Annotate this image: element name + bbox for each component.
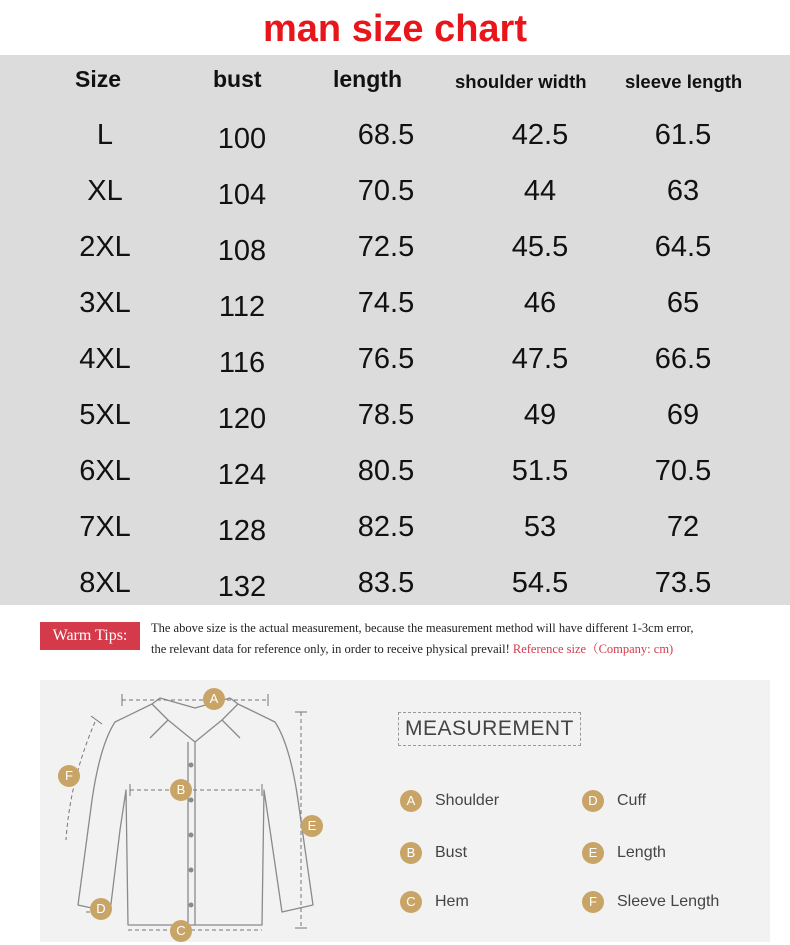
- marker-e: E: [301, 815, 323, 837]
- cell-bust: 116: [218, 347, 266, 379]
- cell-shoulder-width: 47.5: [511, 343, 569, 375]
- legend-d-marker: D: [582, 790, 604, 812]
- col-header-shoulder-width: shoulder width: [455, 71, 587, 92]
- cell-size: 6XL: [79, 455, 131, 487]
- cell-shoulder-width: 49: [523, 399, 557, 431]
- col-header-size: Size: [75, 66, 122, 92]
- warm-tips-badge: Warm Tips:: [40, 622, 140, 650]
- cell-bust: 112: [218, 291, 266, 323]
- cell-bust: 104: [217, 179, 267, 211]
- legend-hem: Hem: [435, 893, 469, 910]
- cell-shoulder-width: 51.5: [511, 455, 569, 487]
- cell-length: 70.5: [357, 175, 415, 207]
- cell-length: 72.5: [357, 231, 415, 263]
- cell-size: 4XL: [79, 343, 131, 375]
- cell-length: 68.5: [357, 119, 415, 151]
- legend-bust: Bust: [435, 844, 468, 861]
- cell-sleeve-length: 64.5: [654, 231, 712, 263]
- marker-a: A: [203, 688, 225, 710]
- cell-length: 82.5: [357, 511, 415, 543]
- legend-e-marker: E: [582, 842, 604, 864]
- cell-sleeve-length: 65: [666, 287, 700, 319]
- cell-length: 80.5: [357, 455, 415, 487]
- cell-bust: 120: [217, 403, 267, 435]
- marker-b: B: [170, 779, 192, 801]
- legend-a-marker: A: [400, 790, 422, 812]
- cell-shoulder-width: 46: [523, 287, 557, 319]
- cell-sleeve-length: 61.5: [654, 119, 712, 151]
- cell-size: 7XL: [79, 511, 131, 543]
- cell-length: 83.5: [357, 567, 415, 599]
- cell-size: XL: [87, 175, 123, 207]
- tips-reference-size: Reference size（Company: cm): [512, 642, 674, 656]
- legend-length: Length: [617, 844, 666, 861]
- tips-line-2-text: the relevant data for reference only, in order to receive physical prevail!: [151, 642, 510, 656]
- col-header-sleeve-length: sleeve length: [625, 71, 743, 92]
- cell-shoulder-width: 42.5: [511, 119, 569, 151]
- cell-size: 3XL: [79, 287, 131, 319]
- cell-bust: 100: [217, 123, 267, 155]
- legend-f-marker: F: [582, 891, 604, 913]
- cell-size: 8XL: [79, 567, 131, 599]
- cell-sleeve-length: 73.5: [654, 567, 712, 599]
- legend-shoulder: Shoulder: [435, 792, 500, 809]
- cell-size: 2XL: [79, 231, 131, 263]
- cell-sleeve-length: 69: [666, 399, 700, 431]
- marker-f: F: [58, 765, 80, 787]
- tips-line-1: The above size is the actual measurement, because the measurement method will have different 1-3cm error,: [151, 621, 694, 635]
- cell-shoulder-width: 45.5: [511, 231, 569, 263]
- cell-bust: 108: [217, 235, 267, 267]
- cell-bust: 128: [217, 515, 267, 547]
- legend-c-marker: C: [400, 891, 422, 913]
- cell-size: L: [96, 119, 114, 151]
- cell-length: 78.5: [357, 399, 415, 431]
- measurement-title: MEASUREMENT: [398, 712, 581, 746]
- cell-sleeve-length: 66.5: [654, 343, 712, 375]
- col-header-length: length: [333, 66, 402, 92]
- cell-length: 74.5: [357, 287, 415, 319]
- cell-sleeve-length: 63: [666, 175, 700, 207]
- legend-b-marker: B: [400, 842, 422, 864]
- cell-shoulder-width: 53: [523, 511, 557, 543]
- cell-shoulder-width: 44: [523, 175, 557, 207]
- page-title: man size chart: [263, 8, 527, 50]
- cell-sleeve-length: 70.5: [654, 455, 712, 487]
- col-header-bust: bust: [213, 66, 262, 92]
- cell-shoulder-width: 54.5: [511, 567, 569, 599]
- cell-length: 76.5: [357, 343, 415, 375]
- marker-d: D: [90, 898, 112, 920]
- marker-c: C: [170, 920, 192, 942]
- cell-sleeve-length: 72: [666, 511, 700, 543]
- cell-size: 5XL: [79, 399, 131, 431]
- legend-sleeve-length: Sleeve Length: [617, 893, 720, 910]
- legend-cuff: Cuff: [617, 792, 647, 809]
- cell-bust: 124: [217, 459, 267, 491]
- cell-bust: 132: [217, 571, 267, 603]
